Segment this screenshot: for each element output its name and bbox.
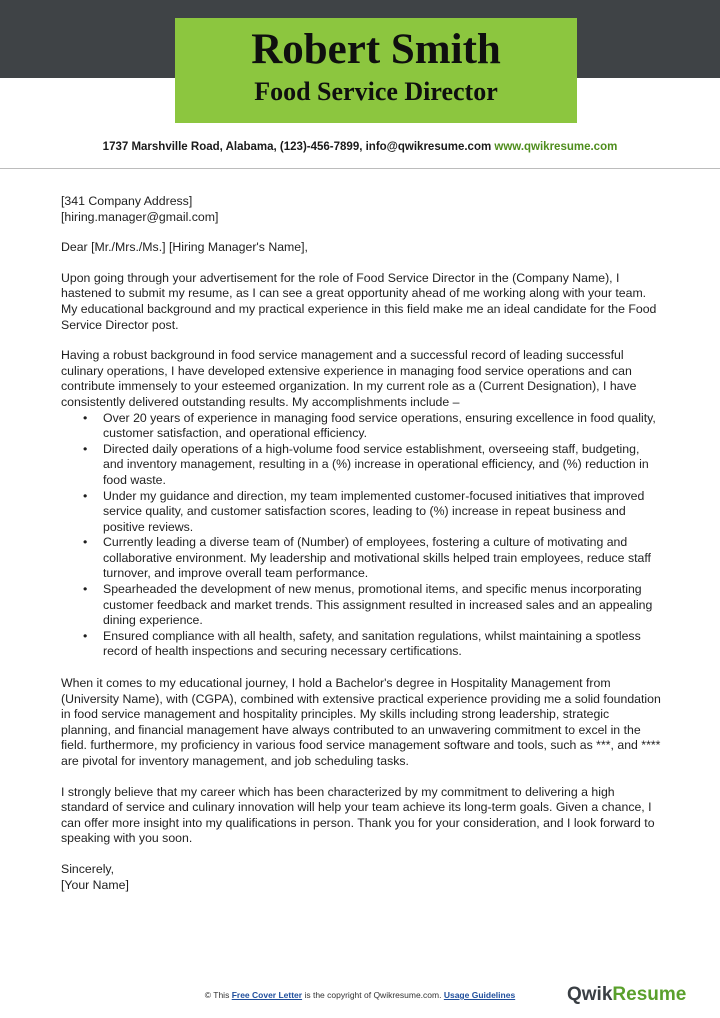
contact-details: 1737 Marshville Road, Alabama, (123)-456-7899, info@qwikresume.com — [102, 141, 492, 153]
paragraph-closing: I strongly believe that my career which has been characterized by my commitment to delivering a high standard of service and culinary innovation will help your team achieve its long-term goals. Given a chance, I can offer more insight into my qualifications in person. Thank you for your consideration, and I look forward to speaking with you soon. — [61, 784, 655, 846]
copyright-prefix: © This — [204, 990, 230, 1000]
candidate-name: Robert Smith — [251, 26, 501, 73]
address-line: [hiring.manager@gmail.com] — [61, 209, 219, 224]
usage-guidelines-link[interactable]: Usage Guidelines — [443, 990, 516, 1000]
copyright-text: is the copyright of Qwikresume.com. — [304, 990, 442, 1000]
recipient-address — [61, 194, 661, 225]
signature-name: [Your Name] — [61, 877, 129, 892]
list-item: • Currently leading a diverse team of (Number) of employees, fostering a culture of motivating and collaborative environment. My leadership and motivational skills helped train employees, reduce staff turnover, and improve overall team performance. — [103, 535, 661, 582]
qwikresume-logo — [567, 984, 686, 1006]
list-item: • Under my guidance and direction, my team implemented customer-focused initiatives that improved service quality, and customer satisfaction scores, leading to (%) increase in repeat business and positive reviews. — [103, 489, 661, 536]
letter-body — [61, 194, 661, 908]
accomplishments-list — [61, 411, 661, 661]
header-divider — [0, 168, 720, 169]
list-item: • Ensured compliance with all health, safety, and sanitation regulations, whilst maintaining a spotless record of health inspections and securing necessary certifications. — [103, 629, 661, 660]
free-cover-letter-link[interactable]: Free Cover Letter — [231, 990, 303, 1000]
closing: Sincerely, — [61, 861, 115, 876]
job-title: Food Service Director — [254, 77, 498, 106]
website-link[interactable]: www.qwikresume.com — [494, 141, 618, 153]
list-item: • Directed daily operations of a high-volume food service establishment, overseeing staff, budgeting, and inventory management, resulting in a (%) increase in operational efficiency, and (%) reduction in food waste. — [103, 442, 661, 489]
salutation: Dear [Mr./Mrs./Ms.] [Hiring Manager's Name], — [61, 240, 308, 255]
list-item: • Spearheaded the development of new menus, promotional items, and specific menus incorporating customer feedback and market trends. This assignment resulted in increased sales and an appealing dining experience. — [103, 582, 661, 629]
list-item: • Over 20 years of experience in managing food service operations, ensuring excellence in food quality, customer satisfaction, and operational efficiency. — [103, 411, 661, 442]
paragraph-experience: Having a robust background in food service management and a successful record of leading successful culinary operations, I have developed extensive experience in managing food service operations and can contribute immensely to your esteemed organization. In my current role as a (Current Designation), I have consistently delivered outstanding results. My accomplishments include – — [61, 348, 637, 409]
logo-text-qwik: Qwik — [567, 984, 613, 1005]
contact-line — [0, 141, 720, 153]
address-line: [341 Company Address] — [61, 194, 193, 208]
paragraph-education: When it comes to my educational journey, I hold a Bachelor's degree in Hospitality Management from (University Name), with (CGPA), combined with extensive practical experience providing me a solid foundation in food service management and hospitality principles. My skills including strong leadership, strategic planning, and financial management have always contributed to an unwavering commitment to excel in the field. furthermore, my proficiency in various food service management software and tools, such as ***, and **** are pivotal for inventory management, and job scheduling tasks. — [61, 676, 661, 768]
sign-off — [61, 862, 661, 893]
paragraph-intro: Upon going through your advertisement for the role of Food Service Director in the (Company Name), I hastened to submit my resume, as I can see a great opportunity ahead of me working along with your team. My educational background and my practical experience in this field make me an ideal candidate for the Food Service Director post. — [61, 270, 657, 332]
logo-text-resume: Resume — [612, 984, 687, 1005]
name-box — [175, 18, 577, 123]
